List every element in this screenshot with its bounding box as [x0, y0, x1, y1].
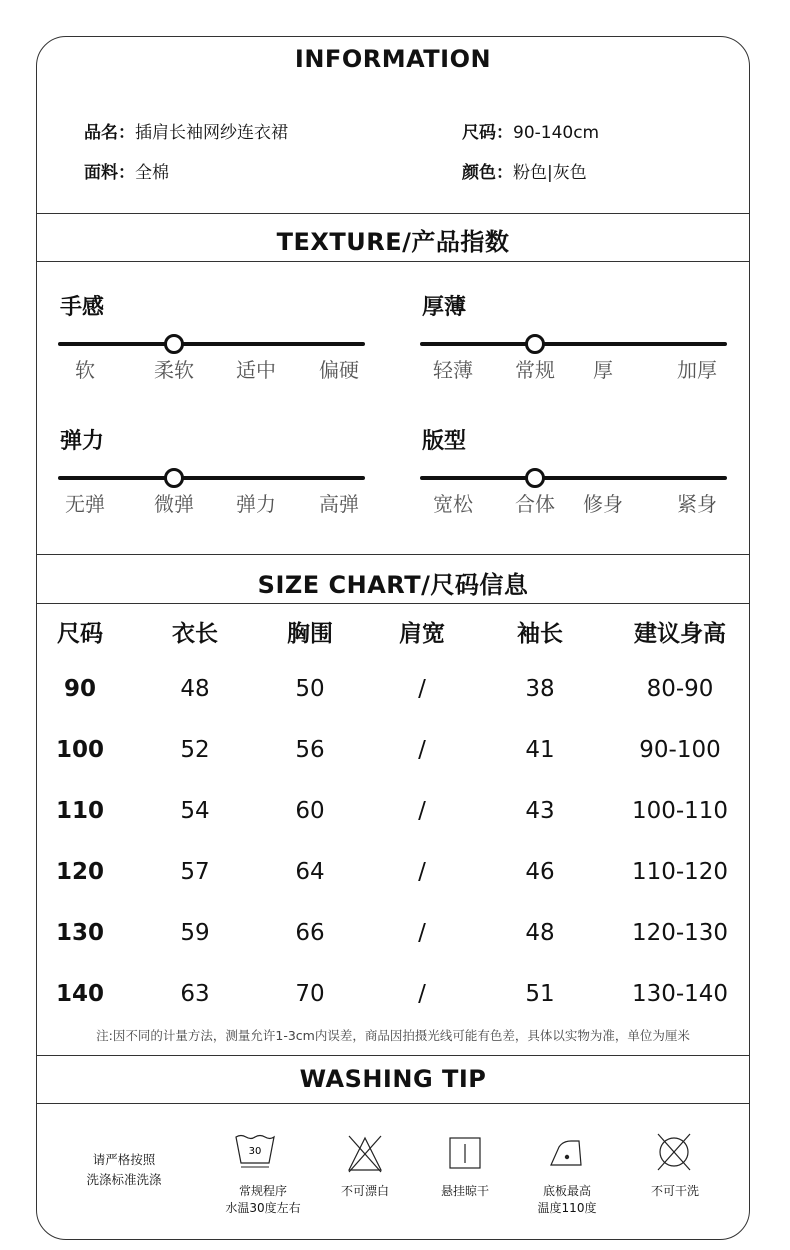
scale-option: 修身	[583, 492, 623, 516]
scale-title: 版型	[422, 429, 467, 454]
washing-title: WASHING TIP	[299, 1065, 487, 1093]
divider	[36, 213, 750, 214]
divider	[36, 1055, 750, 1056]
scale-title: 手感	[60, 295, 105, 320]
scale-option: 合体	[515, 492, 555, 516]
scale-track	[58, 342, 365, 346]
product-size: 尺码：90-140cm	[462, 123, 600, 143]
svg-text:30: 30	[248, 1146, 262, 1157]
scale-option: 高弹	[319, 492, 359, 516]
washing-label: 悬挂晾干	[440, 1184, 490, 1198]
table-cell: /	[418, 920, 426, 946]
iron-icon	[547, 1135, 587, 1169]
scale-knob	[525, 334, 545, 354]
table-cell: 130	[55, 920, 105, 946]
table-cell: 70	[295, 981, 325, 1007]
column-header: 尺码	[57, 621, 103, 647]
scale-track	[58, 476, 365, 480]
table-cell: 48	[180, 676, 210, 702]
table-cell: 48	[525, 920, 555, 946]
table-cell: 56	[295, 737, 325, 763]
wash-30-icon	[233, 1133, 277, 1173]
table-cell: /	[418, 798, 426, 824]
table-cell: 63	[180, 981, 210, 1007]
table-cell: /	[418, 859, 426, 885]
scale-option: 加厚	[677, 358, 717, 382]
scale-knob	[525, 468, 545, 488]
table-cell: 90-100	[639, 737, 721, 763]
table-cell: 130-140	[631, 981, 729, 1007]
divider	[36, 261, 750, 262]
table-cell: 57	[180, 859, 210, 885]
scale-option: 微弹	[154, 492, 194, 516]
table-cell: 140	[55, 981, 105, 1007]
table-cell: 110	[55, 798, 105, 824]
divider	[36, 554, 750, 555]
scale-option: 偏硬	[319, 358, 359, 382]
no-bleach-icon	[345, 1134, 385, 1174]
table-cell: 50	[295, 676, 325, 702]
scale-option: 柔软	[154, 358, 194, 382]
table-cell: 60	[295, 798, 325, 824]
scale-option: 弹力	[236, 492, 276, 516]
column-header: 胸围	[287, 621, 333, 647]
table-cell: 90	[63, 676, 97, 702]
scale-track	[420, 476, 727, 480]
size-note: 注:因不同的计量方法，测量允许1-3cm内误差，商品因拍摄光线可能有色差，具体以实物为准，单位为厘米	[96, 1028, 690, 1043]
table-cell: 80-90	[646, 676, 714, 702]
table-cell: 52	[180, 737, 210, 763]
table-cell: 41	[525, 737, 555, 763]
table-cell: 59	[180, 920, 210, 946]
washing-label: 不可漂白	[340, 1184, 390, 1198]
scale-option: 无弹	[65, 492, 105, 516]
table-cell: 64	[295, 859, 325, 885]
table-cell: /	[418, 981, 426, 1007]
table-cell: 54	[180, 798, 210, 824]
hang-dry-icon	[448, 1136, 482, 1170]
table-cell: 66	[295, 920, 325, 946]
table-cell: 46	[525, 859, 555, 885]
table-cell: 100-110	[631, 798, 729, 824]
washing-label: 常规程序 水温30度左右	[225, 1184, 301, 1215]
scale-track	[420, 342, 727, 346]
table-cell: 100	[55, 737, 105, 763]
table-cell: /	[418, 737, 426, 763]
product-fabric: 面料：全棉	[84, 163, 169, 183]
scale-option: 紧身	[677, 492, 717, 516]
table-cell: 110-120	[631, 859, 729, 885]
scale-title: 厚薄	[422, 295, 467, 320]
scale-option: 软	[75, 358, 95, 382]
table-cell: 43	[525, 798, 555, 824]
washing-label: 不可干洗	[650, 1184, 700, 1198]
product-color: 颜色：粉色|灰色	[462, 163, 587, 183]
table-cell: 120-130	[631, 920, 729, 946]
column-header: 袖长	[517, 621, 563, 647]
washing-intro: 请严格按照 洗涤标准洗涤	[86, 1152, 162, 1187]
product-name: 品名：插肩长袖网纱连衣裙	[84, 123, 288, 143]
scale-option: 厚	[593, 358, 613, 382]
scale-option: 轻薄	[433, 358, 473, 382]
column-header: 衣长	[172, 621, 218, 647]
size-chart-title: SIZE CHART/尺码信息	[257, 571, 529, 599]
table-cell: 38	[525, 676, 555, 702]
scale-knob	[164, 468, 184, 488]
column-header: 肩宽	[399, 621, 445, 647]
no-dry-clean-icon	[654, 1131, 694, 1173]
table-cell: 120	[55, 859, 105, 885]
scale-knob	[164, 334, 184, 354]
divider	[36, 603, 750, 604]
washing-label: 底板最高 温度110度	[537, 1184, 597, 1215]
table-cell: 51	[525, 981, 555, 1007]
texture-title: TEXTURE/产品指数	[276, 228, 510, 256]
column-header: 建议身高	[634, 621, 726, 647]
scale-option: 宽松	[433, 492, 473, 516]
table-cell: /	[418, 676, 426, 702]
information-title: INFORMATION	[294, 45, 492, 73]
scale-option: 常规	[515, 358, 555, 382]
divider	[36, 1103, 750, 1104]
scale-title: 弹力	[60, 429, 105, 454]
scale-option: 适中	[236, 358, 276, 382]
